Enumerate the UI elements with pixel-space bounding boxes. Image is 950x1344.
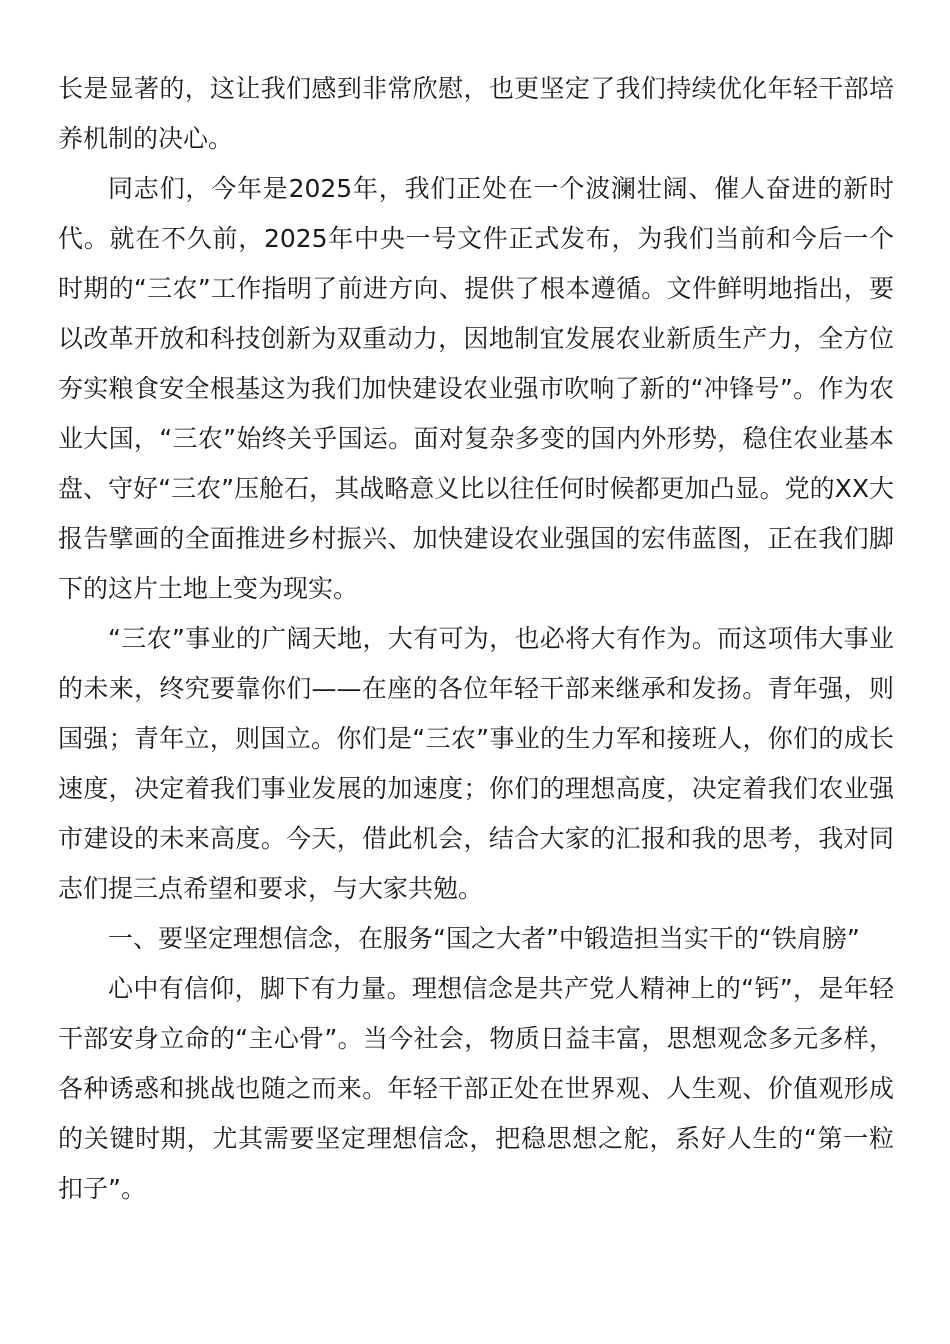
section-heading-one: 一、要坚定理想信念，在服务“国之大者”中锻造担当实干的“铁肩膀”: [108, 924, 860, 953]
paragraph-ideals: 心中有信仰，脚下有力量。理想信念是共产党人精神上的“钙”，是年轻干部安身立命的“主心骨”。当今社会，物质日益丰富，思想观念多元多样，各种诱惑和挑战也随之而来。年轻干部正处在世界观、人生观、价值观形成的关键时期，尤其需要坚定理想信念，把稳思想之舵，系好人生的“第一粒扣子”。: [58, 974, 894, 1203]
paragraph-young-cadres: “三农”事业的广阔天地，大有可为，也必将大有作为。而这项伟大事业的未来，终究要靠你们——在座的各位年轻干部来继承和发扬。青年强，则国强；青年立，则国立。你们是“三农”事业的生力军和接班人，你们的成长速度，决定着我们事业发展的加速度；你们的理想高度，决定着我们农业强市建设的未来高度。今天，借此机会，结合大家的汇报和我的思考，我对同志们提三点希望和要求，与大家共勉。: [58, 624, 894, 903]
paragraph-continuation: 长是显著的，这让我们感到非常欣慰，也更坚定了我们持续优化年轻干部培养机制的决心。: [58, 74, 894, 153]
paragraph-new-era: 同志们，今年是2025年，我们正处在一个波澜壮阔、催人奋进的新时代。就在不久前，2025年中央一号文件正式发布，为我们当前和今后一个时期的“三农”工作指明了前进方向、提供了根本遵循。文件鲜明地指出，要以改革开放和科技创新为双重动力，因地制宜发展农业新质生产力，全方位夯实粮食安全根基这为我们加快建设农业强市吹响了新的“冲锋号”。作为农业大国，“三农”始终关乎国运。面对复杂多变的国内外形势，稳住农业基本盘、守好“三农”压舱石，其战略意义比以往任何时候都更加凸显。党的XX大报告擘画的全面推进乡村振兴、加快建设农业强国的宏伟蓝图，正在我们脚下的这片土地上变为现实。: [58, 174, 894, 603]
document-body: [58, 64, 894, 1214]
